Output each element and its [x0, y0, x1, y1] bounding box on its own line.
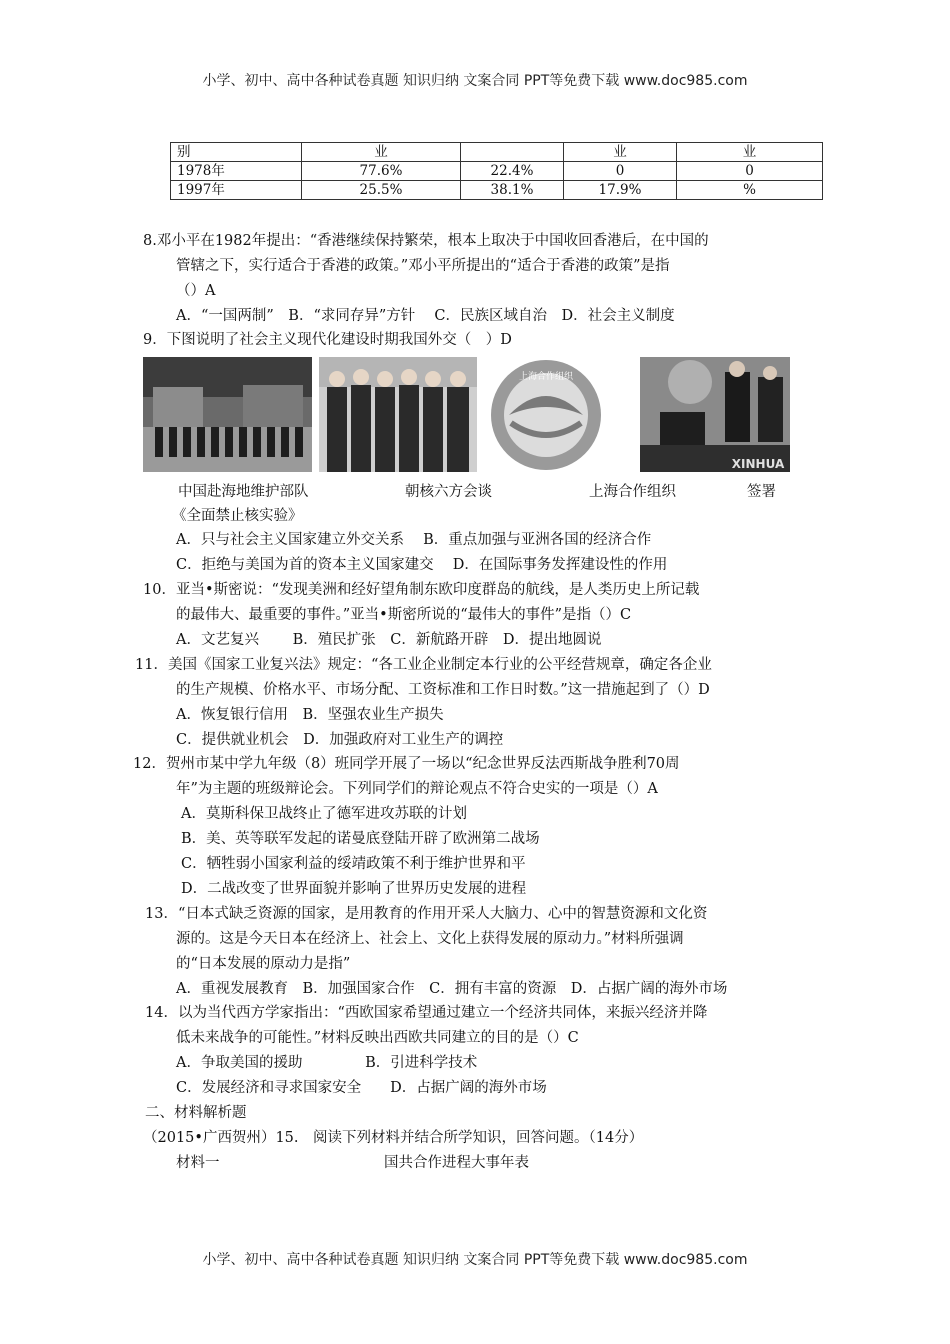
photo-peacekeeping-troops: [143, 357, 312, 472]
question-12-line-2: 年”为主题的班级辩论会。下列同学们的辩论观点不符合史实的一项是（）A: [176, 781, 658, 797]
table-cell: 别: [171, 143, 302, 162]
question-10-options: A．文艺复兴 B．殖民扩张 C．新航路开辟 D．提出地圆说: [176, 632, 602, 648]
table-row: [171, 181, 823, 200]
question-9-options-cd: C．拒绝与美国为首的资本主义国家建交 D．在国际事务发挥建设性的作用: [176, 557, 668, 573]
question-10-line-2: 的最伟大、最重要的事件。”亚当•斯密所说的“最伟大的事件”是指（）C: [176, 607, 632, 623]
question-13-line-3: 的“日本发展的原动力是指”: [176, 956, 351, 972]
question-8-options: A．“一国两制” B．“求同存异”方针 C．民族区域自治 D．社会主义制度: [176, 308, 675, 324]
question-14-line-1: 14．以为当代西方学家指出：“西欧国家希望通过建立一个经济共同体，来振兴经济并降: [145, 1005, 708, 1021]
photo-watermark: XINHUA: [731, 457, 785, 471]
table-cell: 22.4%: [461, 162, 564, 181]
question-12-option-b: B．美、英等联军发起的诺曼底登陆开辟了欧洲第二战场: [181, 831, 540, 847]
question-11-options-cd: C．提供就业机会 D．加强政府对工业生产的调控: [176, 732, 504, 748]
caption-sco: 上海合作组织: [589, 484, 676, 500]
question-9-line-1: 9．下图说明了社会主义现代化建设时期我国外交（ ）D: [143, 332, 512, 348]
page-header: 小学、初中、高中各种试卷真题 知识归纳 文案合同 PPT等免费下载 www.doc985.com: [202, 73, 748, 89]
table-cell: 1978年: [171, 162, 302, 181]
question-12-option-a: A．莫斯科保卫战终止了德军进攻苏联的计划: [181, 806, 467, 822]
photo-treaty-signing: [640, 357, 790, 472]
question-10-line-1: 10．亚当•斯密说：“发现美洲和经好望角制东欧印度群岛的航线，是人类历史上所记载: [143, 582, 700, 598]
question-9-options-ab: A．只与社会主义国家建立外交关系 B．重点加强与亚洲各国的经济合作: [176, 532, 652, 548]
caption-signing: 签署: [747, 484, 776, 500]
caption-treaty-name: 《全面禁止核实验》: [172, 508, 303, 524]
question-14-options-ab: A．争取美国的援助 B．引进科学技术: [176, 1055, 478, 1071]
table-cell: 业: [302, 143, 461, 162]
section-2-title: 二、材料解析题: [145, 1105, 247, 1121]
question-11-options-ab: A．恢复银行信用 B．坚强农业生产损失: [176, 707, 444, 723]
question-13-line-2: 源的。这是今天日本在经济上、社会上、文化上获得发展的原动力。”材料所强调: [176, 931, 684, 947]
photo-six-party-talks: [319, 357, 477, 472]
table-cell: 77.6%: [302, 162, 461, 181]
question-12-line-1: 12．贺州市某中学九年级（8）班同学开展了一场以“纪念世界反法西斯战争胜利70周: [133, 756, 680, 772]
material-label: 材料一: [176, 1155, 220, 1171]
photo-sco-emblem: [485, 357, 608, 472]
table-cell: 17.9%: [564, 181, 677, 200]
question-11-line-1: 11．美国《国家工业复兴法》规定：“各工业企业制定本行业的公平经营规章，确定各企业: [135, 657, 712, 673]
table-cell: 1997年: [171, 181, 302, 200]
table-row: [171, 143, 823, 162]
caption-peacekeeping: 中国赴海地维护部队: [178, 484, 309, 500]
question-14-options-cd: C．发展经济和寻求国家安全 D．占据广阔的海外市场: [176, 1080, 547, 1096]
table-cell: 38.1%: [461, 181, 564, 200]
table-cell: 业: [677, 143, 823, 162]
table-row: [171, 162, 823, 181]
table-cell: 25.5%: [302, 181, 461, 200]
question-12-option-c: C．牺牲弱小国家利益的绥靖政策不利于维护世界和平: [181, 856, 526, 872]
question-14-line-2: 低未来战争的可能性。”材料反映出西欧共同建立的目的是（）C: [176, 1030, 579, 1046]
question-11-line-2: 的生产规模、价格水平、市场分配、工资标准和工作日时数。”这一措施起到了（）D: [176, 682, 710, 698]
table-cell: [461, 143, 564, 162]
table-cell: 业: [564, 143, 677, 162]
table-cell: 0: [677, 162, 823, 181]
material-title: 国共合作进程大事年表: [384, 1155, 529, 1171]
question-8-line-2: 管辖之下，实行适合于香港的政策。”邓小平所提出的“适合于香港的政策”是指: [176, 258, 670, 274]
statistics-table: [170, 142, 823, 200]
question-8-line-3: （）A: [176, 283, 216, 299]
question-13-options: A．重视发展教育 B．加强国家合作 C．拥有丰富的资源 D．占据广阔的海外市场: [176, 981, 728, 997]
table-cell: 0: [564, 162, 677, 181]
question-15-line-1: （2015•广西贺州）15. 阅读下列材料并结合所学知识，回答问题。（14分）: [143, 1130, 644, 1146]
question-12-option-d: D．二战改变了世界面貌并影响了世界历史发展的进程: [181, 881, 527, 897]
question-13-line-1: 13．“日本式缺乏资源的国家，是用教育的作用开采人大脑力、心中的智慧资源和文化资: [145, 906, 708, 922]
table-cell: %: [677, 181, 823, 200]
caption-six-party-talks: 朝核六方会谈: [405, 484, 492, 500]
page-footer: 小学、初中、高中各种试卷真题 知识归纳 文案合同 PPT等免费下载 www.doc985.com: [202, 1252, 748, 1268]
question-8-line-1: 8.邓小平在1982年提出：“香港继续保持繁荣，根本上取决于中国收回香港后，在中国的: [143, 233, 709, 249]
emblem-text: 上海合作组织: [518, 372, 574, 382]
